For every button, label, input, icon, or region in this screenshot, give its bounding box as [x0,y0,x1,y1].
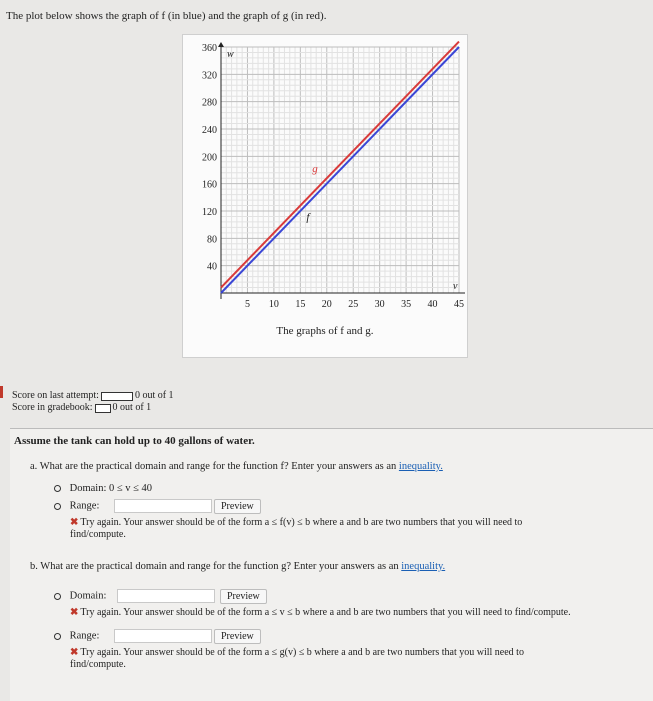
part-a-prompt-text: a. What are the practical domain and range for the function f? Enter your answers as an [30,461,397,472]
y-tick-label: 40 [207,261,217,273]
part-a-feedback-line1: Try again. Your answer should be of the form a ≤ f(v) ≤ b where a and b are two numbers that you will need to [80,517,523,528]
part-b-domain-feedback [70,607,571,619]
bullet-icon [54,633,61,640]
part-b-prompt [30,561,445,572]
y-tick-label: 280 [202,97,217,109]
intro-text: The plot below shows the graph of f (in blue) and the graph of g (in red). [6,10,327,22]
score-last-value: 0 out of 1 [134,390,174,401]
score-last-bar [101,392,133,401]
part-a-domain [54,483,152,494]
y-axis-arrow-icon [218,42,224,47]
graph-plot [183,35,467,315]
y-tick-label: 320 [202,70,217,82]
series-line-f [221,47,459,293]
question-panel [10,428,653,701]
x-tick-label: 10 [268,299,279,310]
y-tick-label: 200 [202,152,217,164]
y-tick-label: 360 [202,43,217,54]
series-label-f: f [306,211,310,224]
question-title: Assume the tank can hold up to 40 gallons of water. [14,435,255,447]
part-b-domain-feedback-text: Try again. Your answer should be of the form a ≤ v ≤ b where a and b are two numbers that you will need to find/compute. [80,607,571,618]
part-b-domain-input[interactable] [117,589,215,603]
score-panel [12,390,174,414]
score-last-label: Score on last attempt: [12,390,99,401]
part-b-inequality-link[interactable]: inequality. [401,561,446,572]
y-tick-label: 80 [207,234,217,246]
part-a-inequality-link[interactable]: inequality. [398,461,443,472]
y-axis-label: w [227,49,234,60]
part-b-prompt-text: b. What are the practical domain and range for the function g? Enter your answers as an [30,561,399,572]
part-a-range-label: Range: [69,500,100,512]
x-tick-label: 25 [348,299,359,310]
part-a-prompt [30,461,443,472]
series-line-g [221,42,459,288]
bullet-icon [54,503,61,510]
x-tick-label: 35 [401,299,412,310]
part-b-range-preview-button[interactable]: Preview [214,629,261,644]
part-a-domain-label: Domain: [69,483,107,494]
part-b-range-feedback [70,647,524,671]
part-b-range-input[interactable] [114,629,212,643]
graph-caption: The graphs of f and g. [276,325,374,337]
part-a-feedback-line2: find/compute. [70,529,126,540]
series-label-g: g [312,163,318,175]
score-gradebook-value: 0 out of 1 [112,402,152,413]
part-a-range-preview-button[interactable]: Preview [214,499,261,514]
part-b-range-label: Range: [69,630,100,642]
error-x-icon: ✖ [70,607,79,618]
x-tick-label: 45 [454,299,464,310]
y-tick-label: 160 [202,179,217,191]
part-b-domain-label: Domain: [69,590,107,602]
part-b-range-feedback-line2: find/compute. [70,659,126,670]
bullet-icon [54,593,61,600]
status-marker [0,386,3,398]
part-b-domain-preview-button[interactable]: Preview [220,589,267,604]
part-a-domain-value: 0 ≤ v ≤ 40 [109,483,153,494]
part-b-domain [54,589,215,603]
score-gradebook-bar [95,404,111,413]
part-a-range-feedback [70,517,522,541]
graph-figure [182,34,468,358]
bullet-icon [54,485,61,492]
y-tick-label: 240 [202,125,217,136]
part-b-range [54,629,212,643]
part-b-range-feedback-line1: Try again. Your answer should be of the form a ≤ g(v) ≤ b where a and b are two numbers that you will need to [80,647,524,658]
part-a-range-input[interactable] [114,499,212,513]
score-gradebook-label: Score in gradebook: [12,402,93,413]
x-tick-label: 20 [321,299,332,310]
x-tick-label: 30 [374,299,385,310]
x-tick-label: 40 [427,299,438,310]
x-axis-label: v [453,281,458,292]
y-tick-label: 120 [202,207,217,218]
x-tick-label: 15 [295,299,306,310]
part-a-range [54,499,212,513]
error-x-icon: ✖ [70,647,79,658]
error-x-icon: ✖ [70,517,79,528]
x-tick-label: 5 [244,299,250,310]
